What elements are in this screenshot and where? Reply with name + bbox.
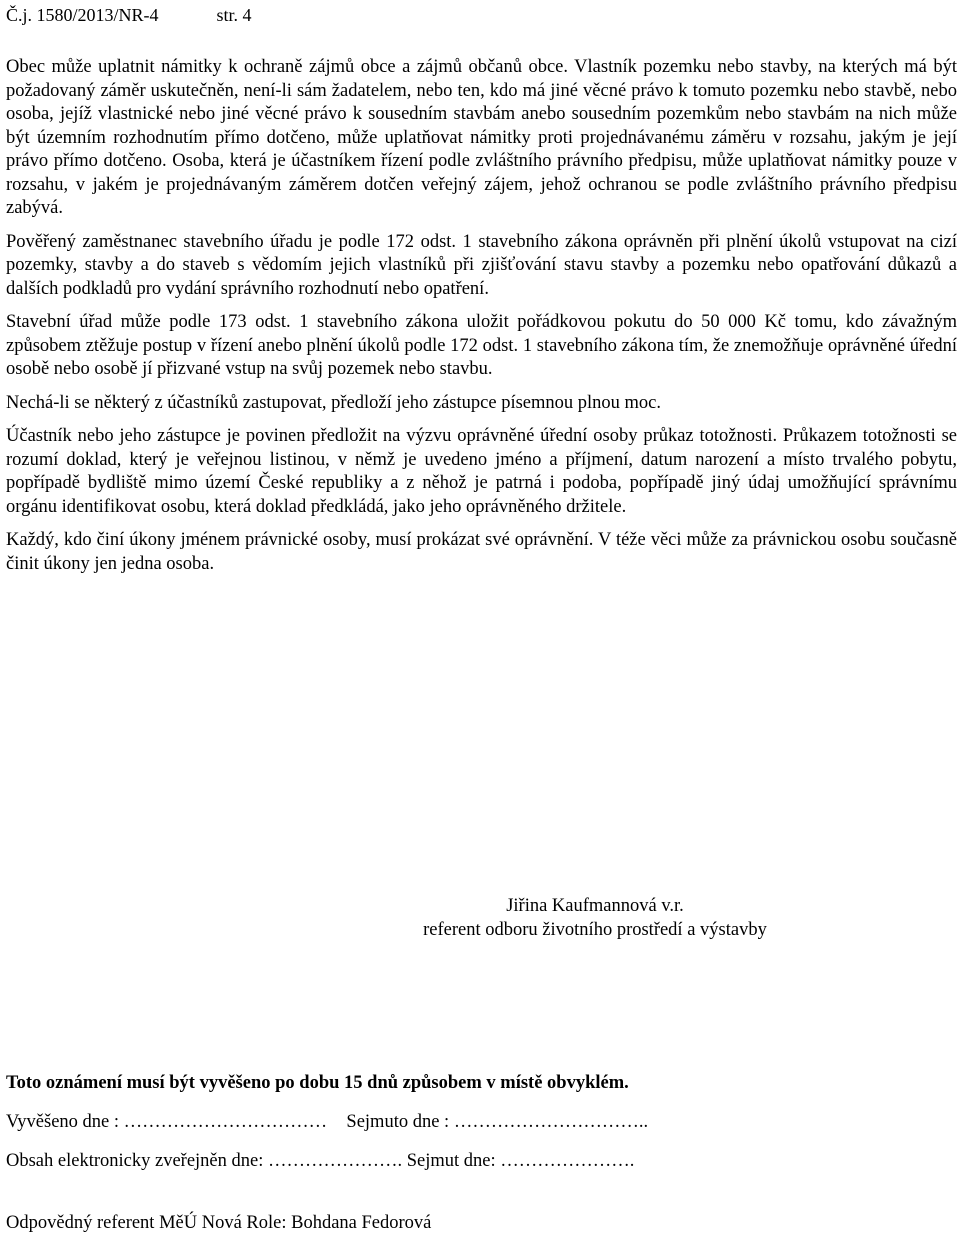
- published-row: [6, 1151, 634, 1172]
- posted-row: [6, 1112, 648, 1133]
- published-label: Obsah elektronicky zveřejněn dne:: [6, 1151, 264, 1171]
- posting-notice: Toto oznámení musí být vyvěšeno po dobu 15 dnů způsobem v místě obvyklém.: [6, 1073, 629, 1093]
- paragraph-legal-entity: Každý, kdo činí úkony jménem právnické osoby, musí prokázat své oprávnění. V téže věci může za právnickou osobu současně činit úkony jen jedna osoba.: [6, 530, 957, 574]
- posted-label: Vyvěšeno dne :: [6, 1112, 120, 1132]
- posted-dots: ……………………………: [123, 1112, 328, 1132]
- page-header: [6, 4, 252, 26]
- removed-label: Sejmuto dne :: [346, 1112, 450, 1132]
- responsible-referent: Odpovědný referent MěÚ Nová Role: Bohdana Fedorová: [6, 1213, 432, 1233]
- paragraph-identity: Účastník nebo jeho zástupce je povinen předložit na výzvu oprávněné úřední osoby průkaz totožnosti. Průkazem totožnosti se rozumí doklad, který je veřejnou listinou, v němž je uvedeno jméno a příjmení, datum narození a místo trvalého pobytu, popřípadě bydliště mimo území České republiky a z něhož je patrná i podoba, popřípadě jiný údaj umožňující správnímu orgánu identifikovat osobu, která doklad předkládá, jako jeho oprávněného držitele.: [6, 426, 957, 517]
- signature-block: [300, 895, 890, 942]
- signatory-role: referent odboru životního prostředí a výstavby: [423, 919, 767, 940]
- paragraph-objections: Obec může uplatnit námitky k ochraně zájmů obce a zájmů občanů obce. Vlastník pozemku nebo stavby, na kterých má být požadovaný záměr uskutečněn, není-li sám žadatelem, nebo ten, kdo má jiné věcné právo k tomuto pozemku nebo stavbě, nebo osoba, jejíž vlastnické nebo jiné věcné právo k sousedním stavbám anebo sousedním pozemkům nebo stavbám na nich může být územním rozhodnutím přímo dotčeno, může uplatňovat námitky proti projednávanému záměru v rozsahu, jakým je její právo přímo dotčeno. Osoba, která je účastníkem řízení podle zvláštního právního předpisu, může uplatňovat námitky pouze v rozsahu, v jakém je projednávaným záměrem dotčen veřejný zájem, jehož ochranou se podle zvláštního právního předpisu zabývá.: [6, 57, 957, 218]
- paragraph-entry-right: Pověřený zaměstnanec stavebního úřadu je podle 172 odst. 1 stavebního zákona oprávněn při plnění úkolů vstupovat na cizí pozemky, stavby a do staveb s vědomím jejich vlastníků při zjišťování stavu stavby a pozemku nebo opatřování důkazů a dalších podkladů pro vydání správního rozhodnutí nebo opatření.: [6, 231, 957, 299]
- removed-dots: …………………………..: [453, 1112, 649, 1132]
- paragraph-fine: Stavební úřad může podle 173 odst. 1 stavebního zákona uložit pořádkovou pokutu do 50 000 Kč tomu, kdo závažným způsobem ztěžuje postup v řízení anebo plnění úkolů podle 172 odst. 1 stavebního zákona tím, že znemožňuje oprávněné úřední osobě nebo osobě jí přizvané vstup na svůj pozemek nebo stavbu.: [6, 312, 957, 379]
- unpublished-dots: ………………….: [500, 1151, 635, 1171]
- body-text: [6, 56, 957, 586]
- paragraph-representation: Nechá-li se některý z účastníků zastupovat, předloží jeho zástupce písemnou plnou moc.: [6, 392, 661, 413]
- published-dots: ………………….: [267, 1151, 403, 1171]
- page-number: str. 4: [216, 5, 252, 25]
- unpublished-label: Sejmut dne:: [406, 1151, 496, 1171]
- reference-number: Č.j. 1580/2013/NR-4: [6, 5, 159, 25]
- signatory-name: Jiřina Kaufmannová v.r.: [506, 896, 684, 916]
